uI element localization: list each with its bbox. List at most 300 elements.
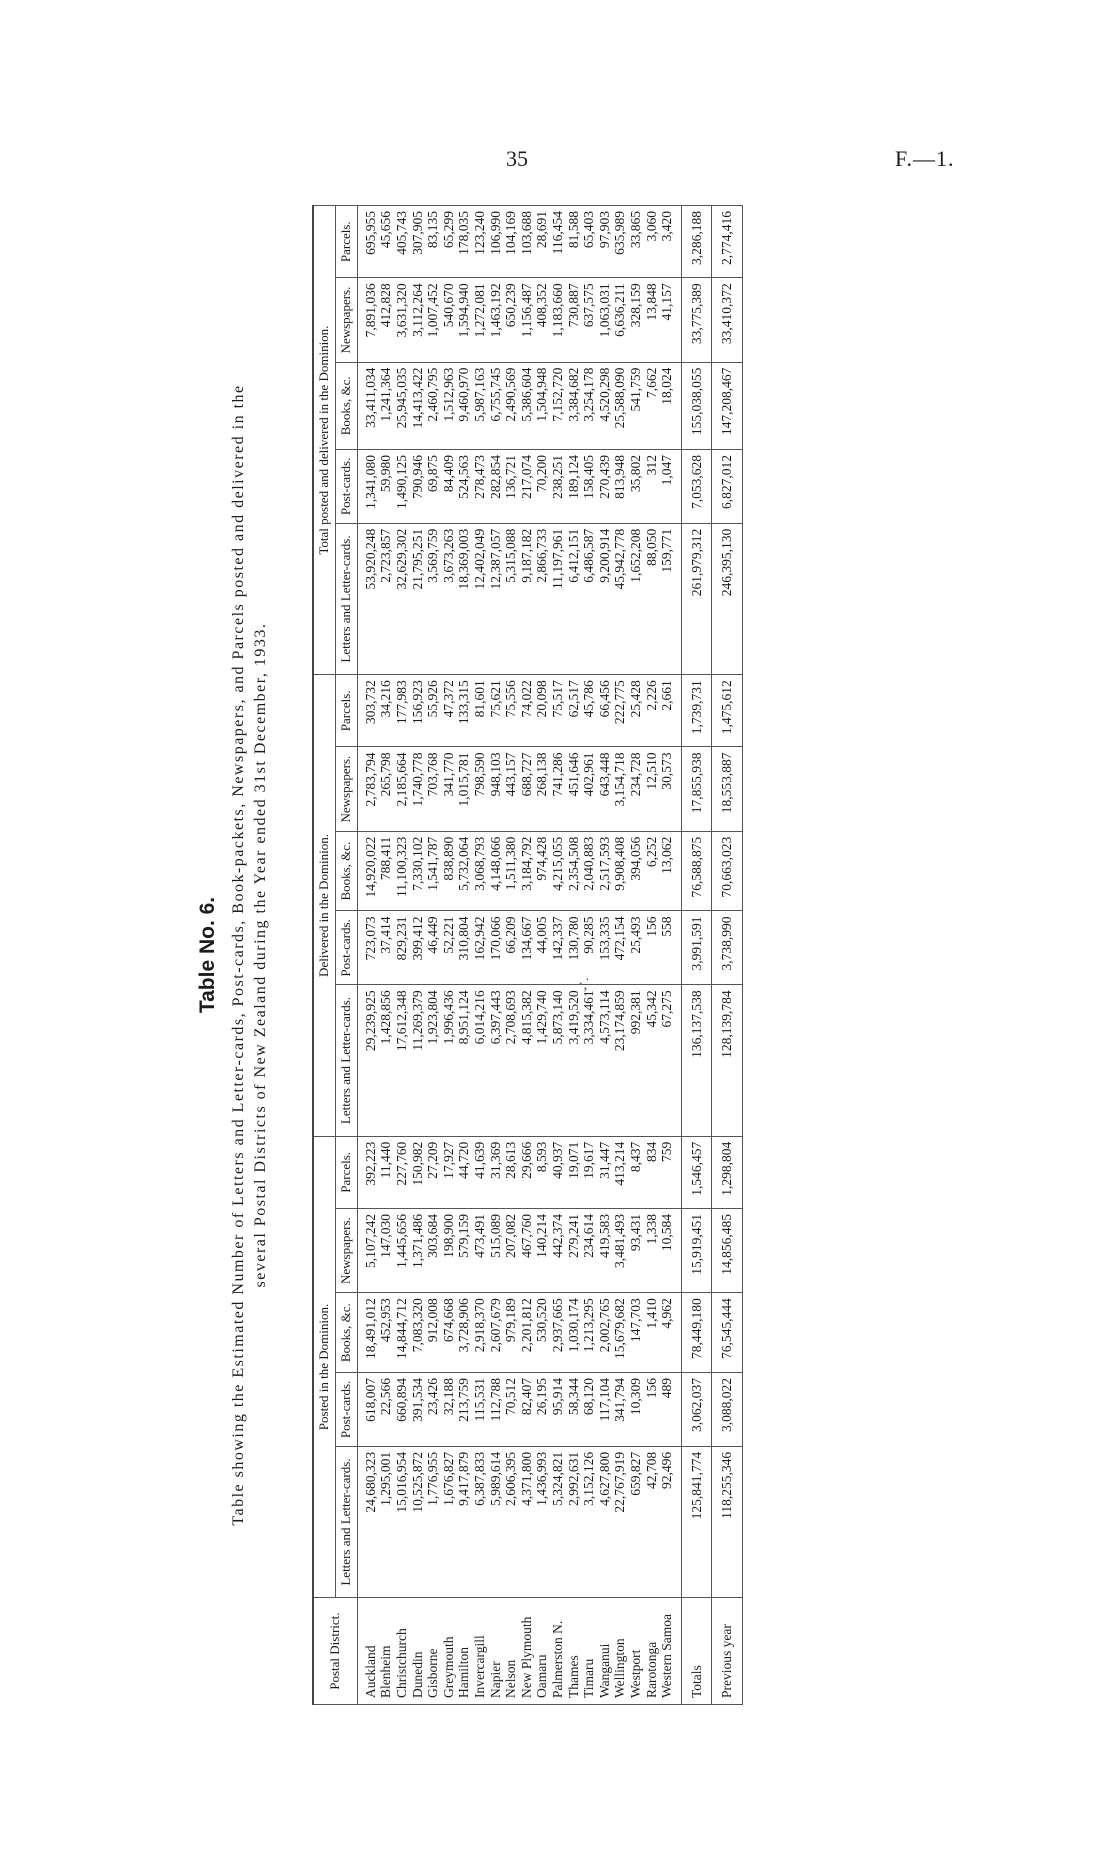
district-cell: Dunedin [410,1598,426,1705]
value-cell: 44,005 [534,911,550,985]
value-cell: 2,517,593 [597,831,613,911]
value-cell: 125,841,774 [681,1446,712,1597]
value-cell: 540,670 [441,278,457,362]
value-cell: 33,775,389 [681,278,712,362]
district-cell: Westport [628,1598,644,1705]
value-cell: 21,795,251 [410,523,426,674]
delivered-group-header: Delivered in the Dominion. [313,675,335,1137]
table-row [659,206,681,1705]
value-cell: 65,403 [581,206,597,278]
value-cell: 67,275 [659,985,681,1136]
value-cell: 128,139,784 [712,985,743,1136]
table-row [441,206,457,1705]
value-cell: 637,575 [581,278,597,362]
value-cell: 162,942 [472,911,488,985]
value-cell: 2,002,765 [597,1293,613,1373]
value-cell: 70,663,023 [712,831,743,911]
value-cell: 29,666 [519,1136,535,1208]
value-cell: 103,688 [519,206,535,278]
value-cell: 90,285 [581,911,597,985]
rotated-table-sheet [192,205,832,1705]
value-cell: 81,588 [566,206,582,278]
value-cell: 207,082 [503,1208,519,1292]
value-cell: 1,475,612 [712,675,743,747]
value-cell: 2,201,812 [519,1293,535,1373]
table-row [612,206,628,1705]
value-cell: 82,407 [519,1373,535,1447]
value-cell: 412,828 [378,278,394,362]
district-cell: New Plymouth [519,1598,535,1705]
value-cell: 1,436,993 [534,1446,550,1597]
section-code: F.—1. [895,146,955,171]
postal-statistics-table [312,205,743,1705]
value-cell: 307,905 [410,206,426,278]
value-cell: 3,254,178 [581,362,597,449]
value-cell: 1,546,457 [681,1136,712,1208]
value-cell: 70,512 [503,1373,519,1447]
value-cell: 759 [659,1136,681,1208]
value-cell: 4,371,800 [519,1446,535,1597]
value-cell: 2,460,795 [425,362,441,449]
district-cell: Gisborne [425,1598,441,1705]
value-cell: 45,786 [581,675,597,747]
value-cell: 112,788 [488,1373,504,1447]
value-cell: 17,855,938 [681,747,712,831]
value-cell: 117,104 [597,1373,613,1447]
column-header-row [335,206,357,1705]
value-cell: 7,083,320 [410,1293,426,1373]
value-cell: 29,239,925 [357,985,378,1136]
column-header: Parcels. [335,1136,357,1208]
value-cell: 155,038,055 [681,362,712,449]
value-cell: 303,732 [357,675,378,747]
value-cell: 3,060 [644,206,660,278]
value-cell: 451,646 [566,747,582,831]
value-cell: 46,449 [425,911,441,985]
value-cell: 1,652,208 [628,523,644,674]
value-cell: 217,074 [519,449,535,523]
value-cell: 6,397,443 [488,985,504,1136]
value-cell: 5,732,064 [456,831,472,911]
value-cell: 467,760 [519,1208,535,1292]
value-cell: 2,937,665 [550,1293,566,1373]
table-row [410,206,426,1705]
value-cell: 177,983 [394,675,410,747]
value-cell: 115,531 [472,1373,488,1447]
district-cell: Napier [488,1598,504,1705]
value-cell: 2,607,679 [488,1293,504,1373]
value-cell: 442,374 [550,1208,566,1292]
value-cell: 30,573 [659,747,681,831]
value-cell: 4,520,298 [597,362,613,449]
table-row [378,206,394,1705]
value-cell: 472,154 [612,911,628,985]
value-cell: 3,673,263 [441,523,457,674]
value-cell: 147,703 [628,1293,644,1373]
value-cell: 402,961 [581,747,597,831]
value-cell: 189,124 [566,449,582,523]
district-cell: Invercargill [472,1598,488,1705]
value-cell: 156 [644,1373,660,1447]
table-row [472,206,488,1705]
value-cell: 65,299 [441,206,457,278]
value-cell: 741,286 [550,747,566,831]
value-cell: 643,448 [597,747,613,831]
value-cell: 18,491,012 [357,1293,378,1373]
value-cell: 912,008 [425,1293,441,1373]
value-cell: 150,982 [410,1136,426,1208]
value-cell: 9,200,914 [597,523,613,674]
value-cell: 1,183,660 [550,278,566,362]
value-cell: 234,728 [628,747,644,831]
value-cell: 37,414 [378,911,394,985]
district-cell: Palmerston N. [550,1598,566,1705]
value-cell: 6,014,216 [472,985,488,1136]
value-cell: 1,341,080 [357,449,378,523]
value-cell: 33,410,372 [712,278,743,362]
value-cell: 32,188 [441,1373,457,1447]
table-number: Table No. 6. [196,896,219,1014]
value-cell: 3,154,718 [612,747,628,831]
value-cell: 28,691 [534,206,550,278]
value-cell: 4,215,055 [550,831,566,911]
value-cell: 25,428 [628,675,644,747]
value-cell: 7,053,628 [681,449,712,523]
value-cell: 1,445,656 [394,1208,410,1292]
value-cell: 213,759 [456,1373,472,1447]
value-cell: 473,491 [472,1208,488,1292]
value-cell: 76,588,875 [681,831,712,911]
value-cell: 1,739,731 [681,675,712,747]
value-cell: 660,894 [394,1373,410,1447]
value-cell: 312 [644,449,660,523]
value-cell: 5,315,088 [503,523,519,674]
stray-ink-mark: ·,̇ [578,976,588,993]
value-cell: 11,197,961 [550,523,566,674]
value-cell: 18,369,003 [456,523,472,674]
table-row [550,206,566,1705]
value-cell: 74,022 [519,675,535,747]
value-cell: 44,720 [456,1136,472,1208]
value-cell: 7,662 [644,362,660,449]
value-cell: 413,214 [612,1136,628,1208]
value-cell: 5,324,821 [550,1446,566,1597]
value-cell: 489 [659,1373,681,1447]
value-cell: 75,621 [488,675,504,747]
page-number: 35 [506,146,528,171]
value-cell: 18,553,887 [712,747,743,831]
value-cell: 52,221 [441,911,457,985]
value-cell: 58,344 [566,1373,582,1447]
value-cell: 635,989 [612,206,628,278]
table-row [566,206,582,1705]
value-cell: 106,990 [488,206,504,278]
value-cell: 3,384,682 [566,362,582,449]
table-caption [196,205,270,1705]
value-cell: 3,184,792 [519,831,535,911]
posted-group-header: Posted in the Dominion. [313,1136,335,1598]
totals-row [681,206,712,1705]
column-header: Post-cards. [335,1373,357,1447]
value-cell: 703,768 [425,747,441,831]
value-cell: 7,330,102 [410,831,426,911]
value-cell: 45,342 [644,985,660,1136]
value-cell: 198,900 [441,1208,457,1292]
value-cell: 279,241 [566,1208,582,1292]
value-cell: 6,486,587 [581,523,597,674]
value-cell: 1,295,001 [378,1446,394,1597]
value-cell: 6,387,833 [472,1446,488,1597]
value-cell: 27,209 [425,1136,441,1208]
value-cell: 1,504,948 [534,362,550,449]
column-header: Post-cards. [335,911,357,985]
value-cell: 156 [644,911,660,985]
value-cell: 13,848 [644,278,660,362]
value-cell: 798,590 [472,747,488,831]
value-cell: 3,569,759 [425,523,441,674]
value-cell: 70,200 [534,449,550,523]
value-cell: 23,174,859 [612,985,628,1136]
table-row [581,206,597,1705]
value-cell: 695,955 [357,206,378,278]
column-header: Books, &c. [335,1293,357,1373]
value-cell: 788,411 [378,831,394,911]
value-cell: 22,566 [378,1373,394,1447]
value-cell: 2,226 [644,675,660,747]
value-cell: 6,827,012 [712,449,743,523]
table-header [313,206,357,1705]
column-header: Post-cards. [335,449,357,523]
value-cell: 270,439 [597,449,613,523]
value-cell: 5,987,163 [472,362,488,449]
value-cell: 524,563 [456,449,472,523]
value-cell: 3,068,793 [472,831,488,911]
value-cell: 394,056 [628,831,644,911]
value-cell: 19,617 [581,1136,597,1208]
value-cell: 328,159 [628,278,644,362]
district-cell: Greymouth [441,1598,457,1705]
value-cell: 15,679,682 [612,1293,628,1373]
value-cell: 76,545,444 [712,1293,743,1373]
value-cell: 6,412,151 [566,523,582,674]
value-cell: 1,047 [659,449,681,523]
value-cell: 84,409 [441,449,457,523]
value-cell: 261,979,312 [681,523,712,674]
value-cell: 20,098 [534,675,550,747]
value-cell: 10,525,872 [410,1446,426,1597]
value-cell: 419,583 [597,1208,613,1292]
value-cell: 147,208,467 [712,362,743,449]
value-cell: 2,774,416 [712,206,743,278]
table-row [519,206,535,1705]
value-cell: 26,195 [534,1373,550,1447]
value-cell: 1,428,856 [378,985,394,1136]
value-cell: 1,213,295 [581,1293,597,1373]
value-cell: 234,614 [581,1208,597,1292]
value-cell: 392,223 [357,1136,378,1208]
value-cell: 405,743 [394,206,410,278]
value-cell: 282,854 [488,449,504,523]
table-row [503,206,519,1705]
district-cell: Nelson [503,1598,519,1705]
value-cell: 55,926 [425,675,441,747]
value-cell: 10,309 [628,1373,644,1447]
value-cell: 1,512,963 [441,362,457,449]
value-cell: 136,137,538 [681,985,712,1136]
value-cell: 8,951,124 [456,985,472,1136]
value-cell: 3,728,906 [456,1293,472,1373]
value-cell: 5,989,614 [488,1446,504,1597]
value-cell: 19,071 [566,1136,582,1208]
value-cell: 3,286,188 [681,206,712,278]
value-cell: 9,417,879 [456,1446,472,1597]
value-cell: 1,338 [644,1208,660,1292]
value-cell: 62,517 [566,675,582,747]
value-cell: 15,919,451 [681,1208,712,1292]
value-cell: 88,050 [644,523,660,674]
value-cell: 948,103 [488,747,504,831]
value-cell: 24,680,323 [357,1446,378,1597]
value-cell: 11,440 [378,1136,394,1208]
district-cell: Rarotonga [644,1598,660,1705]
value-cell: 13,062 [659,831,681,911]
value-cell: 45,942,778 [612,523,628,674]
value-cell: 3,631,320 [394,278,410,362]
value-cell: 1,030,174 [566,1293,582,1373]
value-cell: 659,827 [628,1446,644,1597]
value-cell: 33,865 [628,206,644,278]
value-cell: 40,937 [550,1136,566,1208]
value-cell: 25,588,090 [612,362,628,449]
value-cell: 95,914 [550,1373,566,1447]
value-cell: 674,668 [441,1293,457,1373]
value-cell: 2,040,883 [581,831,597,911]
value-cell: 32,629,302 [394,523,410,674]
value-cell: 541,759 [628,362,644,449]
value-cell: 730,887 [566,278,582,362]
value-cell: 688,727 [519,747,535,831]
previous-year-row [712,206,743,1705]
value-cell: 104,169 [503,206,519,278]
table-title-line-2: several Postal Districts of New Zealand during the Year ended 31st December, 1933. [252,622,269,1288]
district-column-header: Postal District. [313,1598,357,1705]
value-cell: 10,584 [659,1208,681,1292]
value-cell: 974,428 [534,831,550,911]
value-cell: 1,511,380 [503,831,519,911]
value-cell: 650,239 [503,278,519,362]
column-header: Newspapers. [335,747,357,831]
district-cell: Wanganui [597,1598,613,1705]
value-cell: 278,473 [472,449,488,523]
value-cell: 9,460,970 [456,362,472,449]
value-cell: 1,740,778 [410,747,426,831]
value-cell: 829,231 [394,911,410,985]
value-cell: 116,454 [550,206,566,278]
value-cell: 790,946 [410,449,426,523]
value-cell: 8,593 [534,1136,550,1208]
value-cell: 2,708,693 [503,985,519,1136]
value-cell: 979,189 [503,1293,519,1373]
value-cell: 147,030 [378,1208,394,1292]
group-header-row [313,206,335,1705]
district-cell: Thames [566,1598,582,1705]
value-cell: 170,066 [488,911,504,985]
value-cell: 1,015,781 [456,747,472,831]
value-cell: 391,534 [410,1373,426,1447]
value-cell: 12,402,049 [472,523,488,674]
value-cell: 23,426 [425,1373,441,1447]
value-cell: 7,891,036 [357,278,378,362]
value-cell: 3,991,591 [681,911,712,985]
value-cell: 14,920,022 [357,831,378,911]
district-cell: Totals [681,1598,712,1705]
value-cell: 227,760 [394,1136,410,1208]
value-cell: 1,923,804 [425,985,441,1136]
value-cell: 31,369 [488,1136,504,1208]
value-cell: 134,667 [519,911,535,985]
value-cell: 35,802 [628,449,644,523]
value-cell: 268,138 [534,747,550,831]
value-cell: 3,738,990 [712,911,743,985]
value-cell: 123,240 [472,206,488,278]
value-cell: 75,556 [503,675,519,747]
value-cell: 45,656 [378,206,394,278]
value-cell: 6,252 [644,831,660,911]
value-cell: 153,335 [597,911,613,985]
value-cell: 4,573,114 [597,985,613,1136]
table-row [394,206,410,1705]
value-cell: 1,410 [644,1293,660,1373]
value-cell: 136,721 [503,449,519,523]
value-cell: 1,676,827 [441,1446,457,1597]
value-cell: 1,463,192 [488,278,504,362]
value-cell: 5,107,242 [357,1208,378,1292]
value-cell: 9,187,182 [519,523,535,674]
table-row [534,206,550,1705]
value-cell: 4,148,066 [488,831,504,911]
value-cell: 31,447 [597,1136,613,1208]
value-cell: 3,481,493 [612,1208,628,1292]
value-cell: 530,520 [534,1293,550,1373]
value-cell: 9,908,408 [612,831,628,911]
value-cell: 97,903 [597,206,613,278]
district-cell: Timaru [581,1598,597,1705]
value-cell: 25,493 [628,911,644,985]
value-cell: 515,089 [488,1208,504,1292]
value-cell: 12,510 [644,747,660,831]
value-cell: 142,337 [550,911,566,985]
district-cell: Previous year [712,1598,743,1705]
value-cell: 1,156,487 [519,278,535,362]
value-cell: 156,923 [410,675,426,747]
value-cell: 1,272,081 [472,278,488,362]
value-cell: 11,100,323 [394,831,410,911]
value-cell: 3,420 [659,206,681,278]
value-cell: 1,429,740 [534,985,550,1136]
value-cell: 5,873,140 [550,985,566,1136]
value-cell: 15,016,954 [394,1446,410,1597]
value-cell: 14,856,485 [712,1208,743,1292]
value-cell: 341,794 [612,1373,628,1447]
value-cell: 408,352 [534,278,550,362]
value-cell: 22,767,919 [612,1446,628,1597]
value-cell: 2,606,395 [503,1446,519,1597]
column-header: Letters and Letter-cards. [335,1446,357,1597]
value-cell: 558 [659,911,681,985]
value-cell: 17,612,348 [394,985,410,1136]
value-cell: 33,411,034 [357,362,378,449]
value-cell: 34,216 [378,675,394,747]
